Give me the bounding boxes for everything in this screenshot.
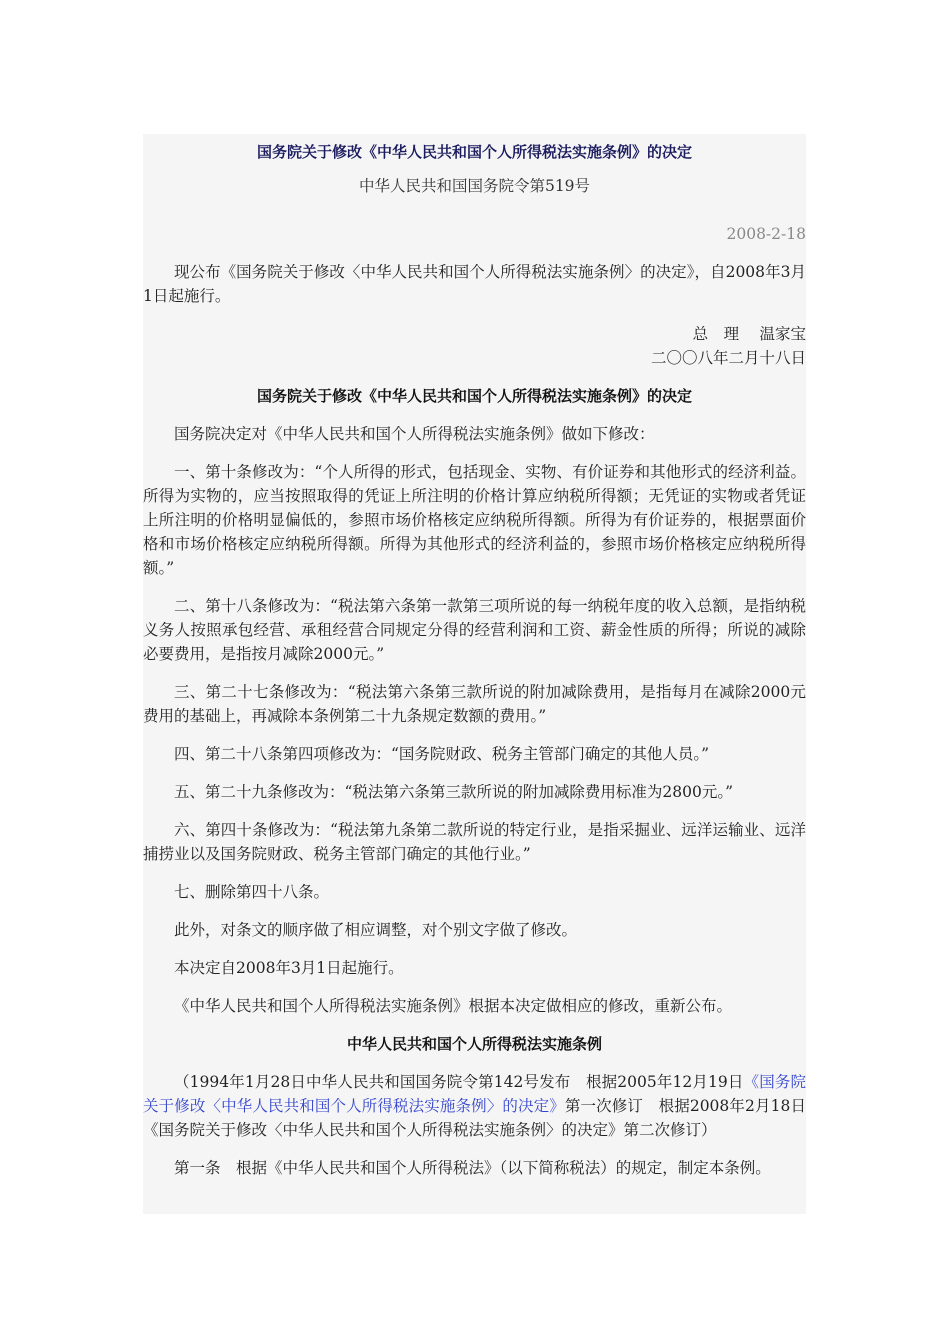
revision-history — [143, 1070, 806, 1142]
document-body — [143, 134, 806, 1180]
signature-name: 总 理 温家宝 — [692, 325, 806, 343]
effective-date-note: 本决定自2008年3月1日起施行。 — [174, 959, 404, 977]
amendment-item: 五、第二十九条修改为：“税法第六条第三款所说的附加减除费用标准为2800元。” — [174, 783, 734, 801]
amendment-note: 此外，对条文的顺序做了相应调整，对个别文字做了修改。 — [174, 921, 578, 939]
amendment-item: 二、第十八条修改为：“税法第六条第一款第三项所说的每一纳税年度的收入总额，是指纳税义务人按照承包经营、承租经营合同规定分得的经营利润和工资、薪金性质的所得；所说的减除必要费用，是指按月减除2000元。” — [143, 597, 806, 663]
decree-number: 中华人民共和国国务院令第519号 — [358, 177, 591, 195]
decision-link[interactable]: 《国务院关于修改〈中华人民共和国个人所得税法实施条例〉的决定》 — [143, 1073, 806, 1115]
amendment-item: 四、第二十八条第四项修改为：“国务院财政、税务主管部门确定的其他人员。” — [174, 745, 710, 763]
republish-note: 《中华人民共和国个人所得税法实施条例》根据本决定做相应的修改，重新公布。 — [174, 997, 733, 1015]
amendment-item: 一、第十条修改为：“个人所得的形式，包括现金、实物、有价证券和其他形式的经济利益。所得为实物的，应当按照取得的凭证上所注明的价格计算应纳税所得额；无凭证的实物或者凭证上所注明的价格明显偏低的，参照市场价格核定应纳税所得额。所得为有价证券的，根据票面价格和市场价格核定应纳税所得额。所得为其他形式的经济利益的，参照市场价格核定应纳税所得额。” — [143, 463, 806, 577]
history-prefix: （1994年1月28日中华人民共和国国务院令第142号发布 根据2005年12月19日 — [174, 1073, 744, 1091]
decision-intro: 国务院决定对《中华人民共和国个人所得税法实施条例》做如下修改： — [174, 425, 655, 443]
decision-title: 国务院关于修改《中华人民共和国个人所得税法实施条例》的决定 — [256, 387, 692, 405]
amendment-item: 六、第四十条修改为：“税法第九条第二款所说的特定行业，是指采掘业、远洋运输业、远洋捕捞业以及国务院财政、税务主管部门确定的其他行业。” — [143, 821, 806, 863]
promulgation-paragraph: 现公布《国务院关于修改〈中华人民共和国个人所得税法实施条例〉的决定》，自2008年3月1日起施行。 — [143, 263, 806, 305]
amendment-item: 七、删除第四十八条。 — [174, 883, 330, 901]
document-title: 国务院关于修改《中华人民共和国个人所得税法实施条例》的决定 — [256, 143, 692, 161]
amendment-item: 三、第二十七条修改为：“税法第六条第三款所说的附加减除费用，是指每月在减除2000元费用的基础上，再减除本条例第二十九条规定数额的费用。” — [143, 683, 806, 725]
history-suffix: 第一次修订 根据2008年2月18日《国务院关于修改〈中华人民共和国个人所得税法实施条例〉的决定》第二次修订） — [143, 1097, 806, 1139]
signature-date: 二〇〇八年二月十八日 — [650, 349, 806, 367]
publish-date: 2008-2-18 — [726, 225, 806, 243]
regulation-title: 中华人民共和国个人所得税法实施条例 — [346, 1035, 602, 1053]
article-1: 第一条 根据《中华人民共和国个人所得税法》（以下简称税法）的规定，制定本条例。 — [174, 1159, 771, 1177]
